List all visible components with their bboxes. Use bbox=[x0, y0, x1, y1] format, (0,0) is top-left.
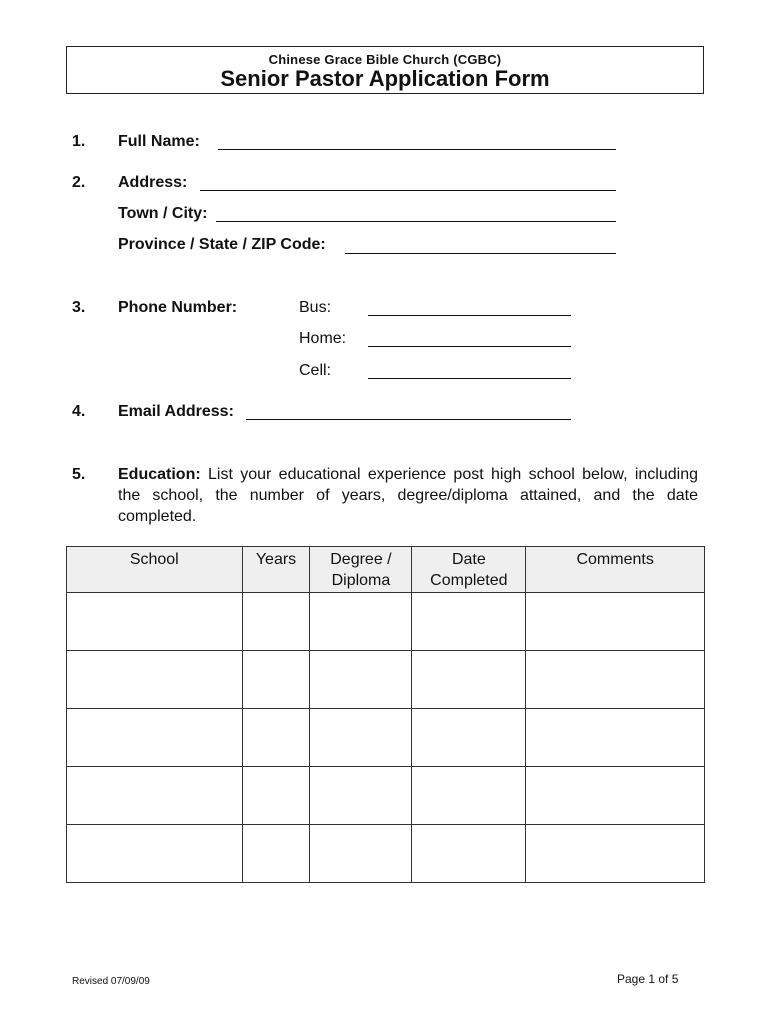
full-name-label: Full Name: bbox=[118, 133, 200, 150]
school-cell[interactable] bbox=[67, 825, 243, 883]
table-row bbox=[67, 593, 705, 651]
item-number-4: 4. bbox=[72, 403, 86, 420]
column-header-comments: Comments bbox=[526, 547, 705, 593]
degree-cell[interactable] bbox=[310, 709, 412, 767]
phone-bus-label: Bus: bbox=[299, 299, 332, 316]
phone-cell-label: Cell: bbox=[299, 362, 332, 379]
date-cell[interactable] bbox=[412, 709, 526, 767]
address-label: Address: bbox=[118, 174, 188, 191]
full-name-field[interactable] bbox=[218, 149, 616, 150]
address-field[interactable] bbox=[200, 190, 616, 191]
phone-home-label: Home: bbox=[299, 330, 347, 347]
education-table bbox=[66, 546, 705, 883]
comments-cell[interactable] bbox=[526, 651, 705, 709]
column-header-years: Years bbox=[242, 547, 310, 593]
degree-cell[interactable] bbox=[310, 767, 412, 825]
phone-bus-field[interactable] bbox=[368, 315, 571, 316]
email-address-label: Email Address: bbox=[118, 403, 234, 420]
years-cell[interactable] bbox=[242, 651, 310, 709]
item-number-3: 3. bbox=[72, 299, 86, 316]
education-table-header-row bbox=[67, 547, 705, 593]
page-number: Page 1 of 5 bbox=[617, 972, 679, 986]
degree-cell[interactable] bbox=[310, 825, 412, 883]
column-header-date-completed: Date Completed bbox=[412, 547, 526, 593]
form-title: Senior Pastor Application Form bbox=[220, 66, 550, 91]
email-address-field[interactable] bbox=[246, 419, 571, 420]
column-header-degree-diploma: Degree / Diploma bbox=[310, 547, 412, 593]
school-cell[interactable] bbox=[67, 651, 243, 709]
table-row bbox=[67, 709, 705, 767]
revision-date: Revised 07/09/09 bbox=[72, 976, 150, 987]
comments-cell[interactable] bbox=[526, 767, 705, 825]
town-city-label: Town / City: bbox=[118, 205, 208, 222]
school-cell[interactable] bbox=[67, 593, 243, 651]
years-cell[interactable] bbox=[242, 593, 310, 651]
phone-home-field[interactable] bbox=[368, 346, 571, 347]
comments-cell[interactable] bbox=[526, 593, 705, 651]
province-state-zip-label: Province / State / ZIP Code: bbox=[118, 236, 326, 253]
table-row bbox=[67, 825, 705, 883]
organization-name: Chinese Grace Bible Church (CGBC) bbox=[268, 52, 502, 67]
date-cell[interactable] bbox=[412, 651, 526, 709]
item-number-1: 1. bbox=[72, 133, 86, 150]
degree-cell[interactable] bbox=[310, 651, 412, 709]
date-cell[interactable] bbox=[412, 825, 526, 883]
town-city-field[interactable] bbox=[216, 221, 616, 222]
item-number-5: 5. bbox=[72, 466, 86, 483]
item-number-2: 2. bbox=[72, 174, 86, 191]
education-description: List your educational experience post high school below, including the school, the number of years, degree/diploma attained, and the date completed. bbox=[118, 466, 698, 525]
education-instructions bbox=[118, 464, 698, 527]
table-row bbox=[67, 767, 705, 825]
comments-cell[interactable] bbox=[526, 709, 705, 767]
degree-cell[interactable] bbox=[310, 593, 412, 651]
date-cell[interactable] bbox=[412, 767, 526, 825]
form-header bbox=[66, 46, 704, 94]
years-cell[interactable] bbox=[242, 709, 310, 767]
comments-cell[interactable] bbox=[526, 825, 705, 883]
province-state-zip-field[interactable] bbox=[345, 253, 616, 254]
years-cell[interactable] bbox=[242, 767, 310, 825]
date-cell[interactable] bbox=[412, 593, 526, 651]
years-cell[interactable] bbox=[242, 825, 310, 883]
school-cell[interactable] bbox=[67, 767, 243, 825]
column-header-school: School bbox=[67, 547, 243, 593]
school-cell[interactable] bbox=[67, 709, 243, 767]
education-label: Education: bbox=[118, 466, 201, 483]
phone-cell-field[interactable] bbox=[368, 378, 571, 379]
phone-number-label: Phone Number: bbox=[118, 299, 238, 316]
table-row bbox=[67, 651, 705, 709]
